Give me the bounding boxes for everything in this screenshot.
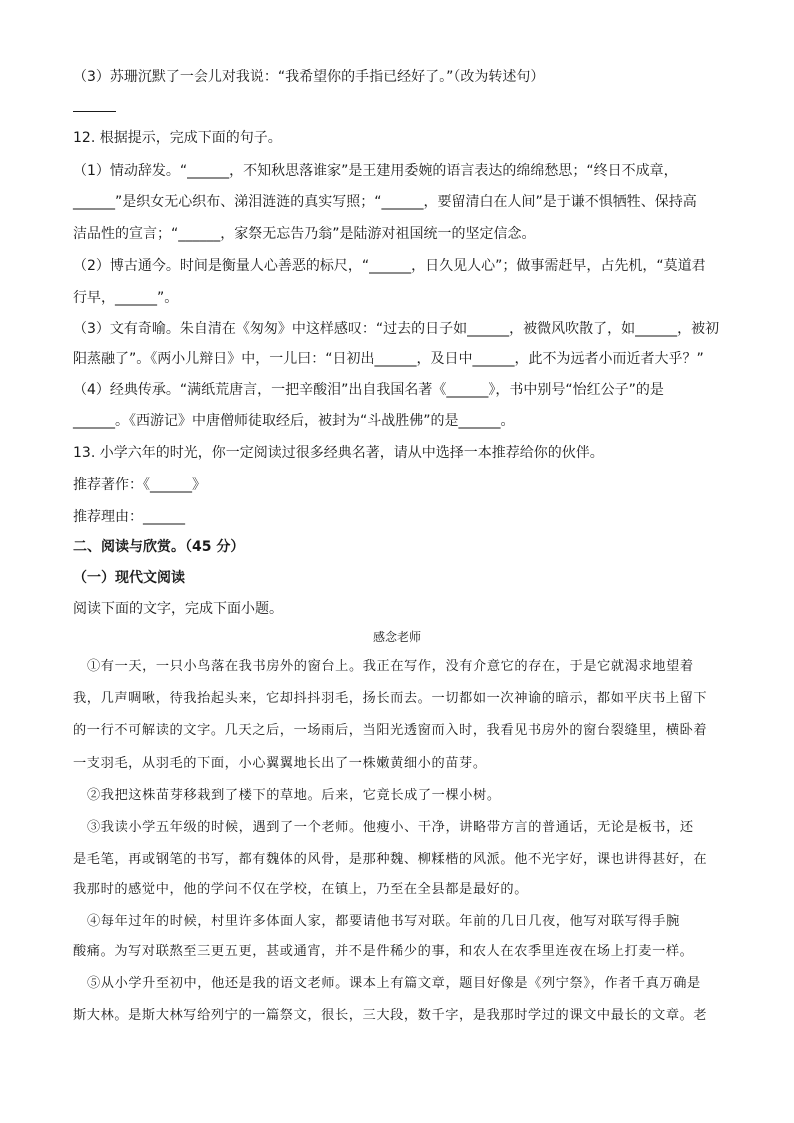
question-11-3: （3）苏珊沉默了一会儿对我说：“我希望你的手指已经好了。”（改为转述句） [73, 69, 545, 85]
question-12-4-line-1: （4）经典传承。“满纸荒唐言，一把辛酸泪”出自我国名著《______》，书中别号“怡红公子”的是 [73, 382, 664, 398]
section-heading: 二、阅读与欣赏。（45 分） [73, 539, 245, 555]
passage-line: 我，几声啁啾，待我抬起头来，它却抖抖羽毛，扬长而去。一切都如一次神谕的暗示，都如平庆书上留下 [73, 691, 708, 706]
passage-line: 是毛笔，再或钢笔的书写，都有魏体的风骨，是那种魏、柳糅楷的风派。他不光字好，课也讲得甚好，在 [73, 852, 708, 867]
passage-title: 感念老师 [372, 630, 421, 644]
passage-line: ⑤从小学升至初中，他还是我的语文老师。课本上有篇文章，题目好像是《列宁祭》，作者千真万确是 [87, 976, 701, 991]
passage-line: 酸痛。为写对联熬至三更五更，甚或通宵，并不是件稀少的事，和农人在农季里连夜在场上打麦一样。 [73, 944, 694, 959]
subsection-heading: （一）现代文阅读 [73, 570, 185, 586]
passage-line: ④每年过年的时候，村里许多体面人家，都要请他书写对联。年前的几日几夜，他写对联写得手腕 [87, 914, 680, 929]
reading-instruction: 阅读下面的文字，完成下面小题。 [73, 601, 283, 617]
recommendation-reason: 推荐理由：______ [73, 509, 185, 525]
passage-line: 的一行不可解读的文字。几天之后，一场雨后，当阳光透窗而入时，我看见书房外的窗台裂缝里，横卧着 [73, 723, 708, 738]
question-12-stem: 12. 根据提示，完成下面的句子。 [73, 130, 282, 146]
question-13-stem: 13. 小学六年的时光，你一定阅读过很多经典名著，请从中选择一本推荐给你的伙伴。 [73, 445, 604, 461]
recommended-book: 推荐著作：《______》 [73, 477, 206, 493]
passage-line: ②我把这株苗芽移栽到了楼下的草地。后来，它竟长成了一棵小树。 [87, 788, 501, 803]
question-12-2-line-2: 行早，______”。 [73, 290, 179, 306]
question-12-1-line-2: ______”是织女无心织布、涕泪涟涟的真实写照；“______，要留清白在人间”是于谦不惧牺牲、保持高 [73, 194, 697, 210]
passage-line: 我那时的感觉中，他的学问不仅在学校，在镇上，乃至在全县都是最好的。 [73, 882, 528, 897]
passage-line: ③我读小学五年级的时候，遇到了一个老师。他瘦小、干净，讲略带方言的普通话，无论是板书，还 [87, 820, 694, 835]
passage-line: 一支羽毛，从羽毛的下面，小心翼翼地长出了一株嫩黄细小的苗芽。 [73, 756, 487, 771]
question-12-3-line-2: 阳蒸融了”。《两小儿辩日》中，一儿曰：“日初出______，及日中______，此不为远者小而近者大乎？” [73, 351, 704, 367]
question-12-1-line-3: 洁品性的宣言；“______，家祭无忘告乃翁”是陆游对祖国统一的坚定信念。 [73, 226, 536, 242]
answer-blank [73, 111, 116, 112]
passage-line: 斯大林。是斯大林写给列宁的一篇祭文，很长，三大段，数千字，是我那时学过的课文中最长的文章。老 [73, 1008, 708, 1023]
question-12-4-line-2: ______。《西游记》中唐僧师徒取经后，被封为“斗战胜佛”的是______。 [73, 413, 515, 429]
question-12-1-line-1: （1）情动辞发。“______，不知秋思落谁家”是王建用委婉的语言表达的绵绵愁思；“终日不成章， [73, 163, 678, 179]
question-12-2-line-1: （2）博古通今。时间是衡量人心善恶的标尺，“______，日久见人心”；做事需赶早，占先机，“莫道君 [73, 258, 706, 274]
question-12-3-line-1: （3）文有奇喻。朱自清在《匆匆》中这样感叹：“过去的日子如______，被微风吹散了，如______，被初 [73, 321, 720, 337]
passage-line: ①有一天，一只小鸟落在我书房外的窗台上。我正在写作，没有介意它的存在，于是它就渴求地望着 [87, 659, 694, 674]
